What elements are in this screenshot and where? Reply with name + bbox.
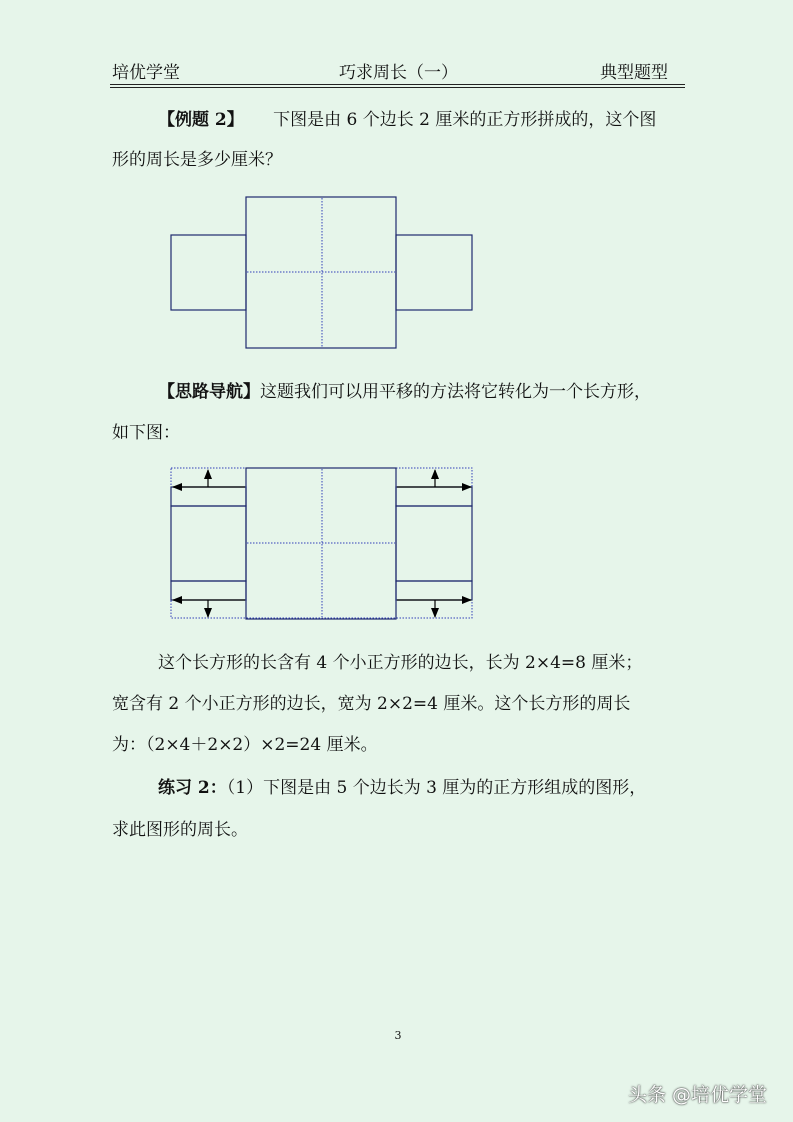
- figure-translated-rectangle: [165, 460, 480, 630]
- watermark: 头条 @培优学堂: [628, 1084, 768, 1106]
- example-tag: 【例题 2】: [158, 110, 244, 130]
- header-left: 培优学堂: [112, 63, 180, 83]
- header-right: 典型题型: [600, 63, 668, 83]
- hint-line-2: 如下图：: [112, 423, 180, 443]
- example-line-1: [158, 105, 656, 130]
- header-rule-thin: [110, 87, 685, 88]
- explanation-line-1: 这个长方形的长含有 4 个小正方形的边长，长为 2×4=8 厘米；: [158, 653, 643, 673]
- practice-text-1: （1）下图是由 5 个边长为 3 厘为的正方形组成的图形，: [226, 778, 647, 798]
- explanation-line-3: 为：（2×4＋2×2）×2=24 厘米。: [112, 735, 378, 755]
- practice-line-1: [158, 773, 646, 798]
- page-number: 3: [394, 1029, 402, 1042]
- hint-tag: 【思路导航】: [158, 382, 260, 402]
- hint-line-1: [158, 377, 651, 402]
- hint-text-1: 这题我们可以用平移的方法将它转化为一个长方形，: [260, 382, 651, 402]
- example-line-2: 形的周长是多少厘米？: [112, 150, 282, 170]
- example-text-1: 下图是由 6 个边长 2 厘米的正方形拼成的，这个图: [273, 110, 657, 130]
- header-rule: [110, 84, 685, 85]
- header-center: 巧求周长（一）: [339, 63, 458, 83]
- explanation-line-2: 宽含有 2 个小正方形的边长，宽为 2×2=4 厘米。这个长方形的周长: [112, 694, 631, 714]
- practice-tag: 练习 2：: [158, 778, 227, 798]
- figure-six-squares: [165, 190, 480, 355]
- practice-line-2: 求此图形的周长。: [112, 820, 248, 840]
